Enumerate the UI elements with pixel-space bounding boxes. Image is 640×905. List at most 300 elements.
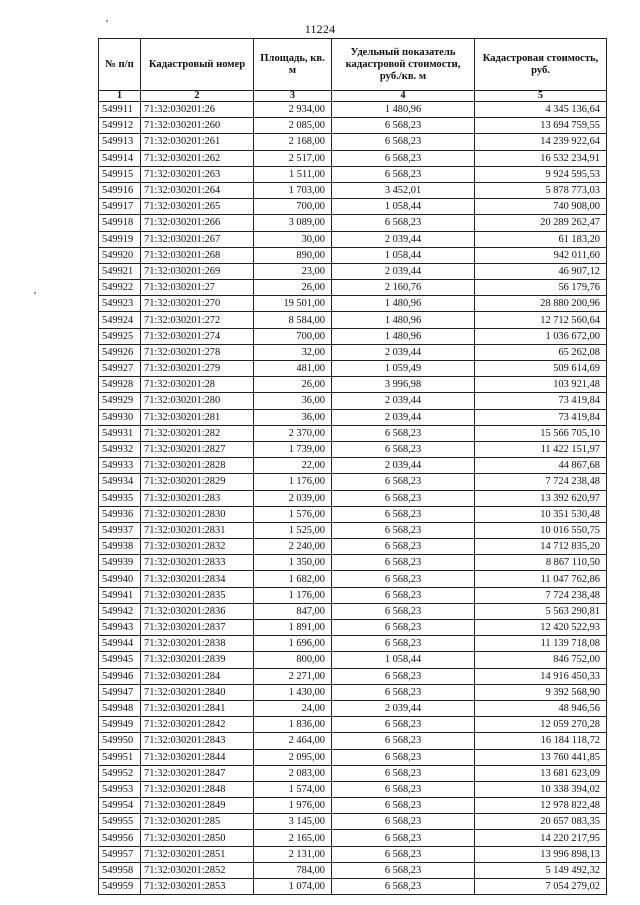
cell-specific-value: 1 058,44	[332, 652, 475, 668]
cell-row-number: 549953	[99, 781, 141, 797]
cell-row-number: 549925	[99, 328, 141, 344]
cell-specific-value: 1 059,49	[332, 361, 475, 377]
table-row	[99, 458, 607, 474]
table-header-row	[99, 39, 607, 91]
cell-area: 1 739,00	[254, 441, 332, 457]
cell-specific-value: 2 039,44	[332, 700, 475, 716]
cell-area: 700,00	[254, 199, 332, 215]
cell-row-number: 549917	[99, 199, 141, 215]
table-body	[99, 102, 607, 895]
cell-specific-value: 6 568,23	[332, 830, 475, 846]
column-number: 3	[254, 91, 332, 102]
cell-area: 2 085,00	[254, 118, 332, 134]
cell-cadastral-number: 71:32:030201:2841	[141, 700, 254, 716]
cell-cadastral-number: 71:32:030201:2840	[141, 684, 254, 700]
cell-row-number: 549938	[99, 539, 141, 555]
cell-cadastral-value: 5 878 773,03	[475, 182, 607, 198]
cell-cadastral-value: 1 036 672,00	[475, 328, 607, 344]
table-row	[99, 879, 607, 895]
cell-row-number: 549939	[99, 555, 141, 571]
column-number: 1	[99, 91, 141, 102]
table-row	[99, 522, 607, 538]
cell-cadastral-number: 71:32:030201:27	[141, 280, 254, 296]
cell-cadastral-value: 9 924 595,53	[475, 166, 607, 182]
cell-area: 1 976,00	[254, 798, 332, 814]
cell-cadastral-number: 71:32:030201:270	[141, 296, 254, 312]
cell-area: 2 934,00	[254, 102, 332, 118]
scan-speck	[34, 292, 36, 294]
cell-area: 890,00	[254, 247, 332, 263]
cell-row-number: 549922	[99, 280, 141, 296]
cell-specific-value: 6 568,23	[332, 150, 475, 166]
cell-cadastral-value: 9 392 568,90	[475, 684, 607, 700]
cell-cadastral-number: 71:32:030201:2848	[141, 781, 254, 797]
cell-area: 2 039,00	[254, 490, 332, 506]
cell-area: 1 574,00	[254, 781, 332, 797]
table-row	[99, 377, 607, 393]
cell-cadastral-value: 73 419,84	[475, 409, 607, 425]
cell-cadastral-value: 11 047 762,86	[475, 571, 607, 587]
cell-cadastral-value: 20 657 083,35	[475, 814, 607, 830]
cell-cadastral-value: 44 867,68	[475, 458, 607, 474]
cell-cadastral-number: 71:32:030201:2853	[141, 879, 254, 895]
cell-cadastral-value: 11 422 151,97	[475, 441, 607, 457]
cell-row-number: 549951	[99, 749, 141, 765]
table-row	[99, 182, 607, 198]
cell-cadastral-number: 71:32:030201:2852	[141, 862, 254, 878]
cell-specific-value: 6 568,23	[332, 668, 475, 684]
cell-cadastral-value: 10 016 550,75	[475, 522, 607, 538]
cell-specific-value: 6 568,23	[332, 522, 475, 538]
table-row	[99, 814, 607, 830]
cell-area: 36,00	[254, 409, 332, 425]
table-row	[99, 263, 607, 279]
table-row	[99, 328, 607, 344]
cell-row-number: 549950	[99, 733, 141, 749]
cell-cadastral-number: 71:32:030201:283	[141, 490, 254, 506]
cell-row-number: 549957	[99, 846, 141, 862]
cell-cadastral-value: 14 239 922,64	[475, 134, 607, 150]
cell-cadastral-number: 71:32:030201:26	[141, 102, 254, 118]
cell-cadastral-value: 14 220 217,95	[475, 830, 607, 846]
cell-cadastral-value: 13 760 441,85	[475, 749, 607, 765]
cell-area: 3 145,00	[254, 814, 332, 830]
cell-cadastral-number: 71:32:030201:28	[141, 377, 254, 393]
cell-row-number: 549919	[99, 231, 141, 247]
cell-cadastral-value: 7 724 238,48	[475, 474, 607, 490]
cell-row-number: 549945	[99, 652, 141, 668]
cell-cadastral-number: 71:32:030201:272	[141, 312, 254, 328]
table-row	[99, 749, 607, 765]
table-row	[99, 587, 607, 603]
cell-cadastral-number: 71:32:030201:266	[141, 215, 254, 231]
cell-row-number: 549958	[99, 862, 141, 878]
table-row	[99, 393, 607, 409]
cell-row-number: 549949	[99, 717, 141, 733]
cell-row-number: 549940	[99, 571, 141, 587]
column-number: 2	[141, 91, 254, 102]
cell-cadastral-value: 13 392 620,97	[475, 490, 607, 506]
cell-cadastral-number: 71:32:030201:2827	[141, 441, 254, 457]
cell-cadastral-value: 509 614,69	[475, 361, 607, 377]
cell-specific-value: 2 039,44	[332, 458, 475, 474]
cell-row-number: 549947	[99, 684, 141, 700]
cell-cadastral-number: 71:32:030201:282	[141, 425, 254, 441]
table-row	[99, 539, 607, 555]
cell-cadastral-value: 103 921,48	[475, 377, 607, 393]
cell-cadastral-number: 71:32:030201:274	[141, 328, 254, 344]
cell-row-number: 549911	[99, 102, 141, 118]
cell-cadastral-value: 7 054 279,02	[475, 879, 607, 895]
cell-area: 1 430,00	[254, 684, 332, 700]
cell-area: 784,00	[254, 862, 332, 878]
cell-area: 700,00	[254, 328, 332, 344]
cell-specific-value: 6 568,23	[332, 781, 475, 797]
cell-cadastral-number: 71:32:030201:261	[141, 134, 254, 150]
cell-row-number: 549930	[99, 409, 141, 425]
cell-row-number: 549929	[99, 393, 141, 409]
cell-area: 1 176,00	[254, 587, 332, 603]
header-cadastral-value: Кадастровая стоимость, руб.	[475, 39, 607, 91]
table-row	[99, 781, 607, 797]
cell-area: 800,00	[254, 652, 332, 668]
cell-specific-value: 1 480,96	[332, 312, 475, 328]
cell-cadastral-number: 71:32:030201:280	[141, 393, 254, 409]
table-row	[99, 312, 607, 328]
cell-area: 32,00	[254, 344, 332, 360]
cell-specific-value: 2 039,44	[332, 393, 475, 409]
cell-cadastral-value: 12 978 822,48	[475, 798, 607, 814]
cell-area: 30,00	[254, 231, 332, 247]
cell-row-number: 549934	[99, 474, 141, 490]
cell-cadastral-number: 71:32:030201:279	[141, 361, 254, 377]
cell-row-number: 549946	[99, 668, 141, 684]
cell-specific-value: 2 039,44	[332, 344, 475, 360]
cell-specific-value: 6 568,23	[332, 474, 475, 490]
cell-cadastral-number: 71:32:030201:2832	[141, 539, 254, 555]
table-row	[99, 215, 607, 231]
cell-cadastral-number: 71:32:030201:265	[141, 199, 254, 215]
cell-area: 2 370,00	[254, 425, 332, 441]
cell-specific-value: 6 568,23	[332, 134, 475, 150]
cell-area: 2 271,00	[254, 668, 332, 684]
cell-area: 481,00	[254, 361, 332, 377]
header-specific-value: Удельный показатель кадастровой стоимости, руб./кв. м	[332, 39, 475, 91]
cell-cadastral-number: 71:32:030201:2844	[141, 749, 254, 765]
table-row	[99, 166, 607, 182]
cell-specific-value: 6 568,23	[332, 215, 475, 231]
cell-row-number: 549924	[99, 312, 141, 328]
table-row	[99, 344, 607, 360]
cell-area: 1 576,00	[254, 506, 332, 522]
cell-cadastral-value: 56 179,76	[475, 280, 607, 296]
cell-specific-value: 6 568,23	[332, 765, 475, 781]
cell-cadastral-number: 71:32:030201:2851	[141, 846, 254, 862]
table-row	[99, 798, 607, 814]
cell-specific-value: 6 568,23	[332, 636, 475, 652]
cell-area: 1 696,00	[254, 636, 332, 652]
cell-specific-value: 6 568,23	[332, 846, 475, 862]
cell-row-number: 549936	[99, 506, 141, 522]
table-row	[99, 199, 607, 215]
cell-cadastral-value: 12 420 522,93	[475, 620, 607, 636]
cell-cadastral-number: 71:32:030201:2849	[141, 798, 254, 814]
cell-cadastral-value: 14 712 835,20	[475, 539, 607, 555]
cell-cadastral-number: 71:32:030201:268	[141, 247, 254, 263]
cell-row-number: 549915	[99, 166, 141, 182]
cell-cadastral-value: 13 996 898,13	[475, 846, 607, 862]
cell-cadastral-number: 71:32:030201:267	[141, 231, 254, 247]
table-row	[99, 652, 607, 668]
cell-area: 847,00	[254, 603, 332, 619]
cell-cadastral-number: 71:32:030201:263	[141, 166, 254, 182]
table-row	[99, 603, 607, 619]
header-cadastral-number: Кадастровый номер	[141, 39, 254, 91]
cell-row-number: 549921	[99, 263, 141, 279]
table-row	[99, 684, 607, 700]
table-row	[99, 231, 607, 247]
cell-row-number: 549959	[99, 879, 141, 895]
cell-row-number: 549932	[99, 441, 141, 457]
cell-specific-value: 6 568,23	[332, 555, 475, 571]
cell-specific-value: 1 480,96	[332, 328, 475, 344]
cell-area: 1 511,00	[254, 166, 332, 182]
cell-area: 2 464,00	[254, 733, 332, 749]
cell-area: 2 131,00	[254, 846, 332, 862]
cell-cadastral-value: 12 059 270,28	[475, 717, 607, 733]
cell-row-number: 549923	[99, 296, 141, 312]
cell-specific-value: 3 996,98	[332, 377, 475, 393]
table-row	[99, 765, 607, 781]
table-row	[99, 280, 607, 296]
cell-specific-value: 2 039,44	[332, 409, 475, 425]
cell-row-number: 549955	[99, 814, 141, 830]
header-area: Площадь, кв. м	[254, 39, 332, 91]
column-number: 4	[332, 91, 475, 102]
table-row	[99, 102, 607, 118]
cell-cadastral-number: 71:32:030201:2838	[141, 636, 254, 652]
cell-area: 1 176,00	[254, 474, 332, 490]
cell-specific-value: 6 568,23	[332, 862, 475, 878]
cell-row-number: 549913	[99, 134, 141, 150]
cell-row-number: 549942	[99, 603, 141, 619]
cell-area: 8 584,00	[254, 312, 332, 328]
cell-cadastral-number: 71:32:030201:278	[141, 344, 254, 360]
cell-specific-value: 6 568,23	[332, 879, 475, 895]
cell-cadastral-value: 740 908,00	[475, 199, 607, 215]
cell-cadastral-value: 10 351 530,48	[475, 506, 607, 522]
cell-area: 1 836,00	[254, 717, 332, 733]
cell-row-number: 549954	[99, 798, 141, 814]
table-row	[99, 620, 607, 636]
cell-cadastral-value: 16 184 118,72	[475, 733, 607, 749]
table-row	[99, 846, 607, 862]
cell-specific-value: 2 039,44	[332, 231, 475, 247]
cell-cadastral-value: 13 694 759,55	[475, 118, 607, 134]
cell-cadastral-number: 71:32:030201:2847	[141, 765, 254, 781]
cell-area: 2 517,00	[254, 150, 332, 166]
table-row	[99, 441, 607, 457]
cell-cadastral-number: 71:32:030201:2828	[141, 458, 254, 474]
cell-cadastral-number: 71:32:030201:2842	[141, 717, 254, 733]
table-row	[99, 118, 607, 134]
table-row	[99, 409, 607, 425]
cell-cadastral-value: 5 563 290,81	[475, 603, 607, 619]
cell-specific-value: 6 568,23	[332, 620, 475, 636]
cell-cadastral-value: 11 139 718,08	[475, 636, 607, 652]
cell-specific-value: 6 568,23	[332, 166, 475, 182]
cell-specific-value: 1 480,96	[332, 102, 475, 118]
cell-row-number: 549912	[99, 118, 141, 134]
cell-area: 3 089,00	[254, 215, 332, 231]
cell-specific-value: 3 452,01	[332, 182, 475, 198]
cell-specific-value: 6 568,23	[332, 798, 475, 814]
cell-cadastral-number: 71:32:030201:2833	[141, 555, 254, 571]
cell-specific-value: 6 568,23	[332, 733, 475, 749]
cell-row-number: 549931	[99, 425, 141, 441]
table-row	[99, 555, 607, 571]
cell-cadastral-value: 942 011,60	[475, 247, 607, 263]
cell-cadastral-value: 61 183,20	[475, 231, 607, 247]
table-row	[99, 490, 607, 506]
cell-specific-value: 6 568,23	[332, 118, 475, 134]
cell-cadastral-value: 15 566 705,10	[475, 425, 607, 441]
cell-specific-value: 6 568,23	[332, 603, 475, 619]
cell-area: 19 501,00	[254, 296, 332, 312]
table-row	[99, 361, 607, 377]
header-row-number: № п/п	[99, 39, 141, 91]
table-row	[99, 668, 607, 684]
table-row	[99, 717, 607, 733]
cell-area: 24,00	[254, 700, 332, 716]
cell-area: 2 083,00	[254, 765, 332, 781]
table-row	[99, 247, 607, 263]
cell-cadastral-value: 5 149 492,32	[475, 862, 607, 878]
cell-area: 1 703,00	[254, 182, 332, 198]
page-number: 11224	[304, 22, 336, 36]
scan-speck	[106, 20, 108, 22]
cell-area: 1 350,00	[254, 555, 332, 571]
cadastral-value-table	[98, 38, 607, 895]
cell-specific-value: 1 480,96	[332, 296, 475, 312]
cell-area: 22,00	[254, 458, 332, 474]
cell-cadastral-value: 10 338 394,02	[475, 781, 607, 797]
cell-area: 36,00	[254, 393, 332, 409]
cell-cadastral-value: 73 419,84	[475, 393, 607, 409]
cell-cadastral-value: 13 681 623,09	[475, 765, 607, 781]
cell-cadastral-number: 71:32:030201:2850	[141, 830, 254, 846]
table-row	[99, 150, 607, 166]
cell-specific-value: 6 568,23	[332, 814, 475, 830]
cell-row-number: 549941	[99, 587, 141, 603]
cell-cadastral-value: 16 532 234,91	[475, 150, 607, 166]
cell-cadastral-value: 7 724 238,48	[475, 587, 607, 603]
table-row	[99, 571, 607, 587]
cell-row-number: 549916	[99, 182, 141, 198]
cell-area: 2 095,00	[254, 749, 332, 765]
cell-row-number: 549935	[99, 490, 141, 506]
cell-row-number: 549956	[99, 830, 141, 846]
cell-area: 2 168,00	[254, 134, 332, 150]
table-row	[99, 474, 607, 490]
cell-specific-value: 6 568,23	[332, 506, 475, 522]
cell-cadastral-number: 71:32:030201:260	[141, 118, 254, 134]
cell-area: 26,00	[254, 377, 332, 393]
cell-specific-value: 6 568,23	[332, 441, 475, 457]
cell-row-number: 549944	[99, 636, 141, 652]
cell-area: 2 240,00	[254, 539, 332, 555]
cell-cadastral-number: 71:32:030201:2830	[141, 506, 254, 522]
cell-specific-value: 1 058,44	[332, 199, 475, 215]
cell-area: 1 074,00	[254, 879, 332, 895]
cell-cadastral-number: 71:32:030201:2843	[141, 733, 254, 749]
cell-cadastral-number: 71:32:030201:2835	[141, 587, 254, 603]
table-row	[99, 733, 607, 749]
cell-area: 26,00	[254, 280, 332, 296]
cell-specific-value: 2 039,44	[332, 263, 475, 279]
cell-area: 2 165,00	[254, 830, 332, 846]
cell-specific-value: 6 568,23	[332, 587, 475, 603]
cell-row-number: 549920	[99, 247, 141, 263]
cell-specific-value: 6 568,23	[332, 539, 475, 555]
table-row	[99, 134, 607, 150]
cell-cadastral-number: 71:32:030201:2829	[141, 474, 254, 490]
cell-cadastral-value: 65 262,08	[475, 344, 607, 360]
cell-cadastral-value: 846 752,00	[475, 652, 607, 668]
cell-cadastral-value: 8 867 110,50	[475, 555, 607, 571]
cell-cadastral-number: 71:32:030201:2837	[141, 620, 254, 636]
cell-cadastral-number: 71:32:030201:262	[141, 150, 254, 166]
table-row	[99, 296, 607, 312]
table-row	[99, 700, 607, 716]
column-number: 5	[475, 91, 607, 102]
cell-cadastral-value: 48 946,56	[475, 700, 607, 716]
cell-row-number: 549918	[99, 215, 141, 231]
cell-cadastral-value: 12 712 560,64	[475, 312, 607, 328]
cell-cadastral-number: 71:32:030201:264	[141, 182, 254, 198]
cell-specific-value: 6 568,23	[332, 749, 475, 765]
cell-cadastral-number: 71:32:030201:2836	[141, 603, 254, 619]
cell-row-number: 549937	[99, 522, 141, 538]
cell-row-number: 549943	[99, 620, 141, 636]
column-number-row	[99, 91, 607, 102]
cell-row-number: 549928	[99, 377, 141, 393]
cell-row-number: 549933	[99, 458, 141, 474]
table-row	[99, 636, 607, 652]
cell-cadastral-value: 4 345 136,64	[475, 102, 607, 118]
cell-area: 23,00	[254, 263, 332, 279]
cell-area: 1 525,00	[254, 522, 332, 538]
cell-row-number: 549914	[99, 150, 141, 166]
cell-row-number: 549948	[99, 700, 141, 716]
cell-cadastral-number: 71:32:030201:2839	[141, 652, 254, 668]
cell-specific-value: 6 568,23	[332, 717, 475, 733]
table-row	[99, 506, 607, 522]
cell-specific-value: 6 568,23	[332, 571, 475, 587]
cell-cadastral-number: 71:32:030201:285	[141, 814, 254, 830]
cell-cadastral-value: 46 907,12	[475, 263, 607, 279]
cell-area: 1 682,00	[254, 571, 332, 587]
cell-area: 1 891,00	[254, 620, 332, 636]
cell-cadastral-value: 28 880 200,96	[475, 296, 607, 312]
cell-cadastral-number: 71:32:030201:2831	[141, 522, 254, 538]
cell-cadastral-number: 71:32:030201:2834	[141, 571, 254, 587]
cell-specific-value: 6 568,23	[332, 490, 475, 506]
cell-cadastral-number: 71:32:030201:281	[141, 409, 254, 425]
cell-row-number: 549927	[99, 361, 141, 377]
cell-cadastral-value: 20 289 262,47	[475, 215, 607, 231]
cell-row-number: 549926	[99, 344, 141, 360]
